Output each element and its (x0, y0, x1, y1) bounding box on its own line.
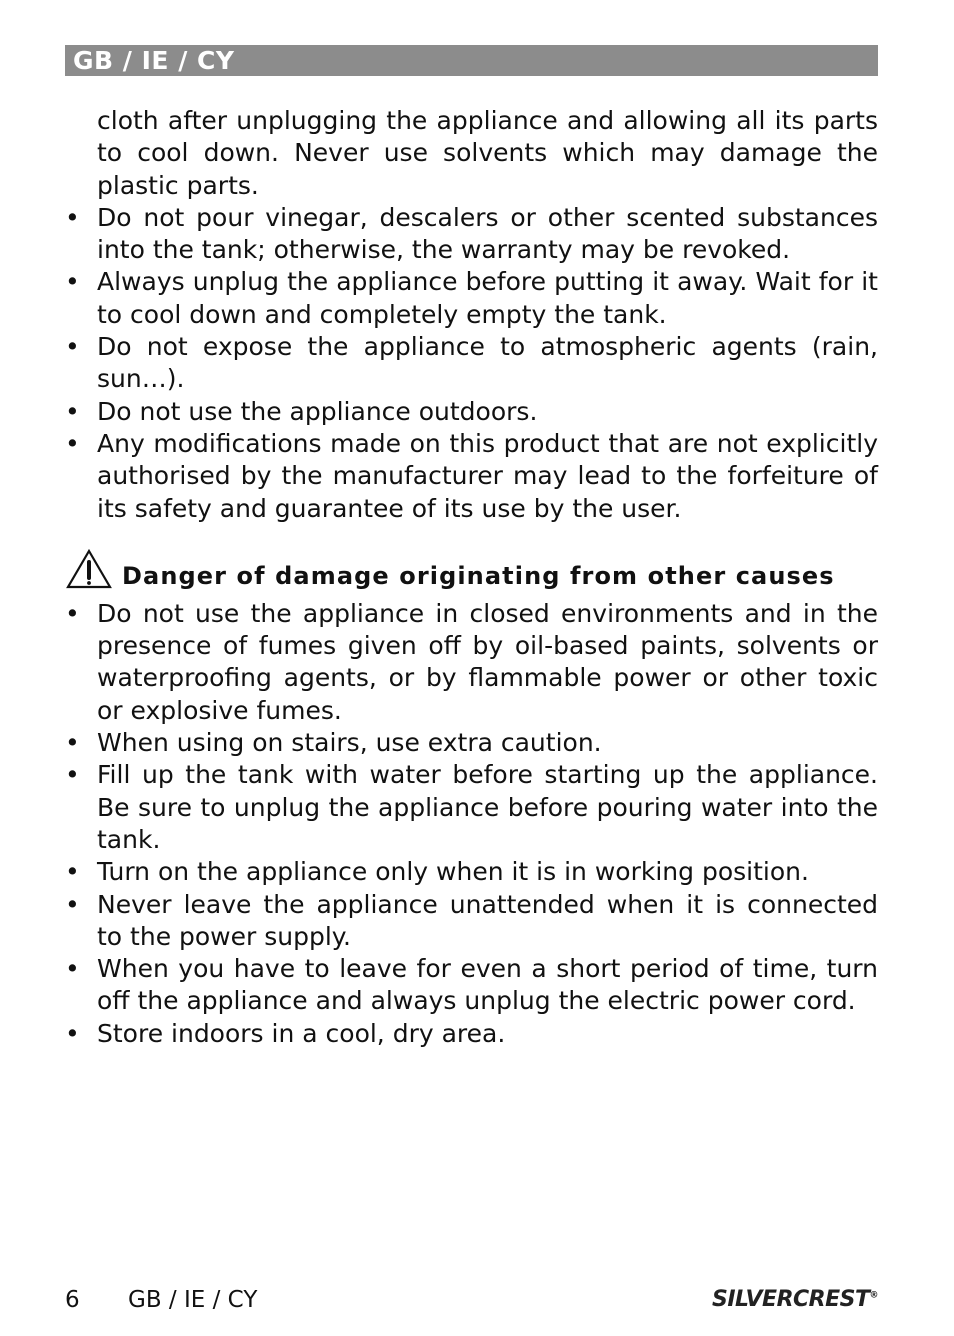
list-item: • Do not expose the appliance to atmospheric agents (rain, sun…). (65, 331, 878, 396)
list-item: • Store indoors in a cool, dry area. (65, 1018, 878, 1050)
list-item: • Do not use the appliance in closed environments and in the presence of fumes given off by oil-based paints, solvents or waterproofing agents, or by flammable power or other toxic or explosive fumes. (65, 598, 878, 727)
section-heading (65, 558, 878, 598)
list-item: • Any modifications made on this product that are not explicitly authorised by the manufacturer may lead to the forfeiture of its safety and guarantee of its use by the user. (65, 428, 878, 525)
header-bar (65, 45, 878, 76)
list-item: • Fill up the tank with water before starting up the appliance. Be sure to unplug the appliance before pouring water into the tank. (65, 759, 878, 856)
list-item: • Turn on the appliance only when it is in working position. (65, 856, 878, 888)
safety-list (65, 202, 878, 525)
page-footer (65, 1287, 878, 1317)
brand-logo-text: SILVERCREST (712, 1287, 870, 1312)
brand-logo (712, 1287, 878, 1312)
continued-paragraph: cloth after unplugging the appliance and allowing all its parts to cool down. Never use solvents which may damage the plastic parts. (97, 106, 878, 200)
list-item: • When you have to leave for even a short period of time, turn off the appliance and always unplug the electric power cord. (65, 953, 878, 1018)
damage-list (65, 598, 878, 1050)
warning-triangle-icon (65, 548, 113, 590)
header-region-label: GB / IE / CY (73, 46, 235, 75)
list-item: • Never leave the appliance unattended when it is connected to the power supply. (65, 889, 878, 954)
registered-mark: ® (869, 1290, 878, 1301)
list-item: • Do not use the appliance outdoors. (65, 396, 878, 428)
page-content (65, 105, 878, 1050)
footer-region-label: GB / IE / CY (128, 1287, 258, 1313)
section-heading-text: Danger of damage originating from other causes (122, 561, 835, 590)
list-item: • Always unplug the appliance before putting it away. Wait for it to cool down and completely empty the tank. (65, 266, 878, 331)
page-number: 6 (65, 1287, 80, 1313)
list-item: • Do not pour vinegar, descalers or other scented substances into the tank; otherwise, the warranty may be revoked. (65, 202, 878, 267)
list-item: • When using on stairs, use extra caution. (65, 727, 878, 759)
